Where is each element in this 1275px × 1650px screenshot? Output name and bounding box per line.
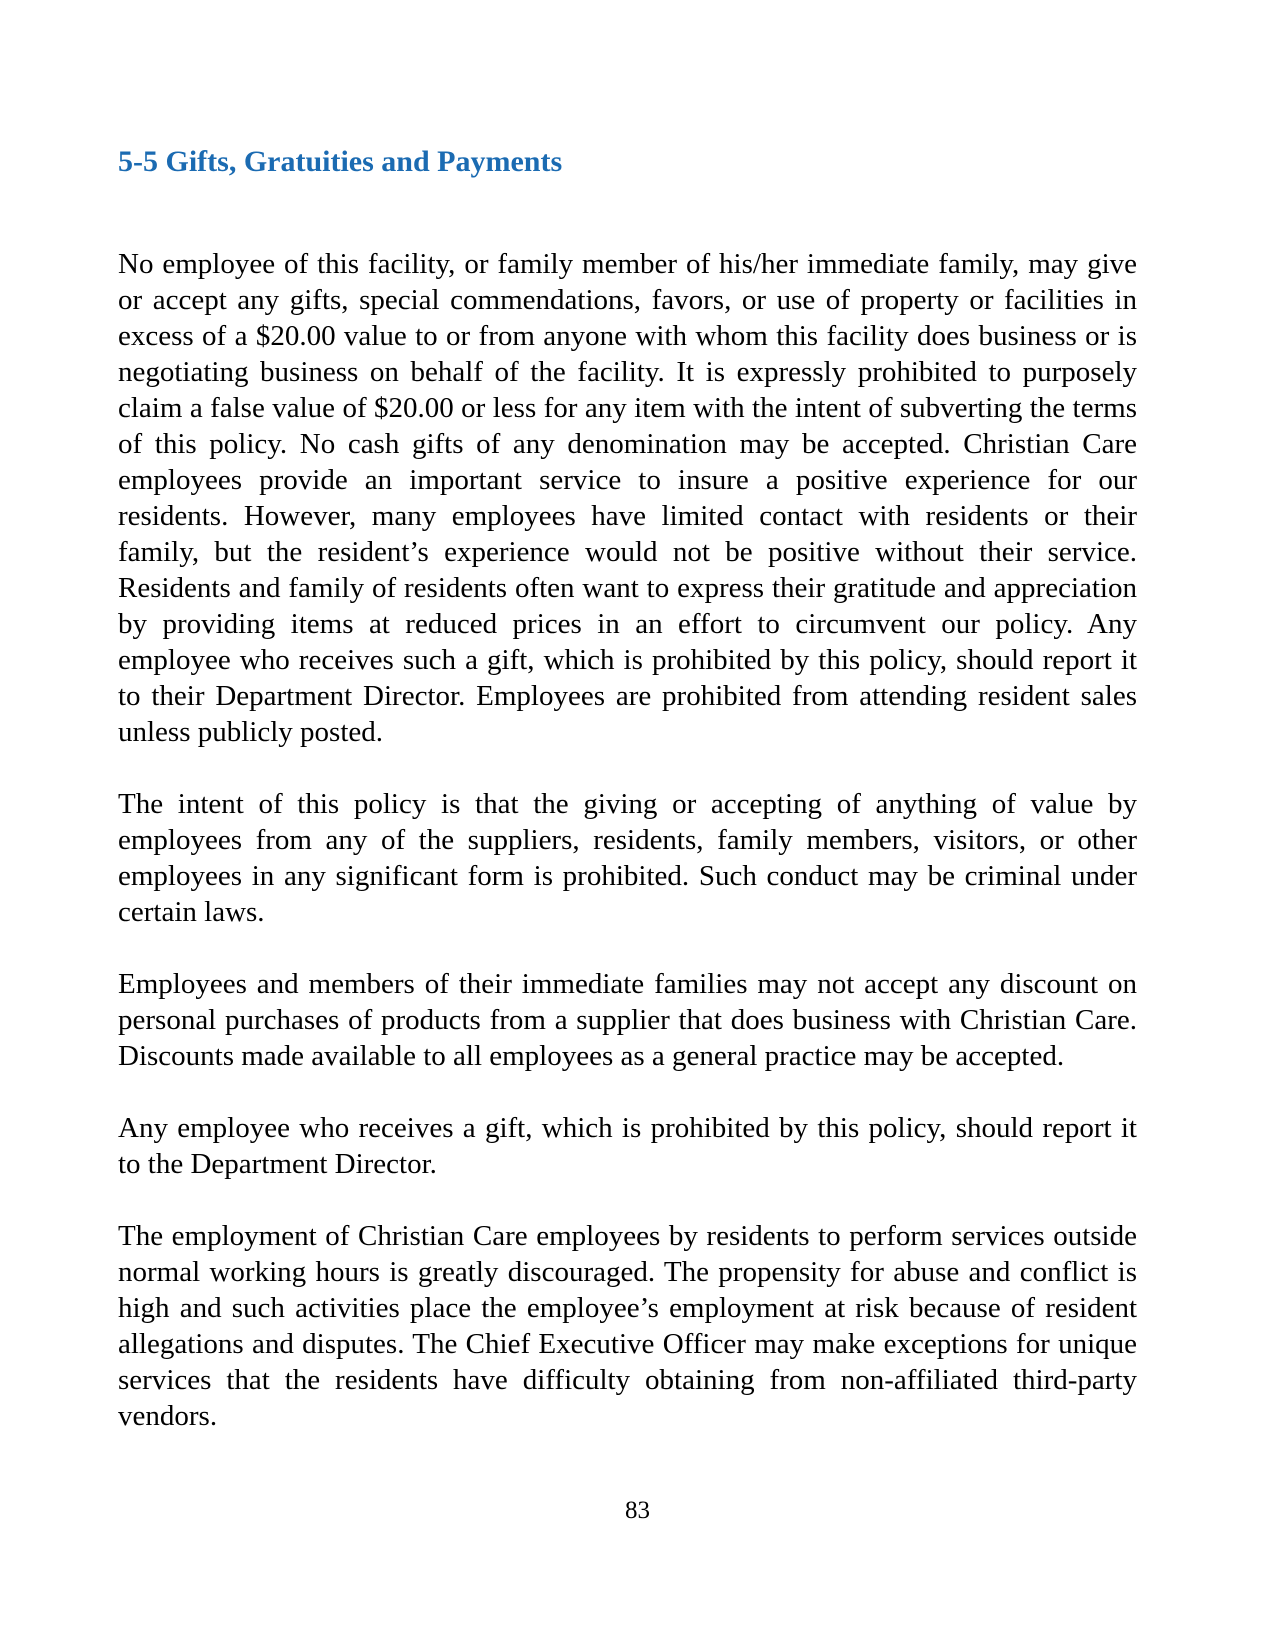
policy-paragraph-1: No employee of this facility, or family member of his/her immediate family, may give or accept any gifts, special commendations, favors, or use of property or facilities in excess of a $20.00 value to or from anyone with whom this facility does business or is negotiating business on behalf of the facility. It is expressly prohibited to purposely claim a false value of $20.00 or less for any item with the intent of subverting the terms of this policy. No cash gifts of any denomination may be accepted. Christian Care employees provide an important service to insure a positive experience for our residents. However, many employees have limited contact with residents or their family, but the resident’s experience would not be positive without their service. Residents and family of residents often want to express their gratitude and appreciation by providing items at reduced prices in an effort to circumvent our policy. Any employee who receives such a gift, which is prohibited by this policy, should report it to their Department Director. Employees are prohibited from attending resident sales unless publicly posted. [118, 248, 1137, 748]
policy-paragraph-3: Employees and members of their immediate families may not accept any discount on personal purchases of products from a supplier that does business with Christian Care. Discounts made available to all employees as a general practice may be accepted. [118, 968, 1137, 1072]
page-content [118, 142, 1137, 1470]
policy-paragraph-5: The employment of Christian Care employees by residents to perform services outside normal working hours is greatly discouraged. The propensity for abuse and conflict is high and such activities place the employee’s employment at risk because of resident allegations and disputes. The Chief Executive Officer may make exceptions for unique services that the residents have difficulty obtaining from non-affiliated third-party vendors. [118, 1220, 1137, 1432]
policy-paragraph-2: The intent of this policy is that the giving or accepting of anything of value by employees from any of the suppliers, residents, family members, visitors, or other employees in any significant form is prohibited. Such conduct may be criminal under certain laws. [118, 788, 1137, 928]
section-heading: 5-5 Gifts, Gratuities and Payments [118, 145, 563, 178]
page-number: 83 [625, 1497, 650, 1524]
policy-paragraph-4: Any employee who receives a gift, which is prohibited by this policy, should report it to the Department Director. [118, 1112, 1137, 1180]
